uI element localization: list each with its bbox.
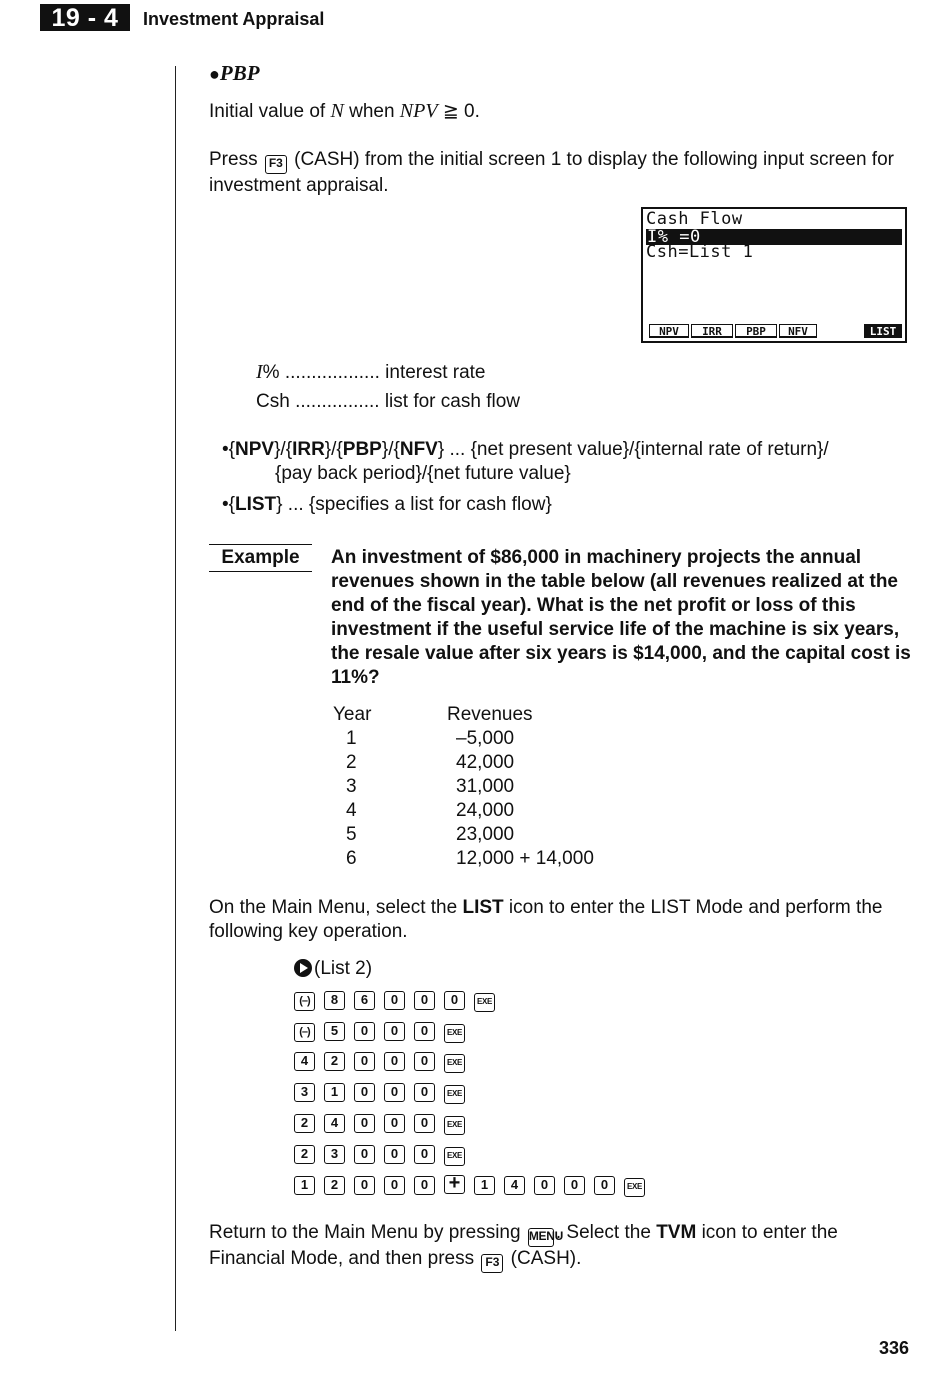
- key-row: [294, 1081, 474, 1105]
- digit-key-icon: 4: [504, 1176, 525, 1195]
- table-row: [333, 847, 594, 871]
- b1-irr: IRR: [292, 439, 325, 460]
- key-row: [294, 1112, 474, 1136]
- def-text: Initial value of: [209, 101, 331, 122]
- digit-key-icon: 0: [384, 1145, 405, 1164]
- plus-key-icon: +: [444, 1175, 465, 1194]
- b1-nfv: NFV: [399, 439, 438, 460]
- key-row: [294, 1020, 474, 1044]
- ret-text-4: Financial Mode, and then press: [209, 1248, 480, 1269]
- def-text-mid: when: [343, 101, 400, 122]
- table-cell-revenue: 31,000: [456, 776, 515, 797]
- key-row: [294, 1143, 474, 1167]
- table-cell-revenue: 42,000: [456, 752, 515, 773]
- main-menu-paragraph: [209, 896, 929, 944]
- b1-prefix: •{: [222, 439, 235, 460]
- digit-key-icon: 0: [354, 1176, 375, 1195]
- digit-key-icon: 1: [294, 1176, 315, 1195]
- example-label: Example: [209, 544, 312, 572]
- digit-key-icon: 0: [414, 1052, 435, 1071]
- digit-key-icon: 0: [414, 1145, 435, 1164]
- bullet-fkeys-line2: {pay back period}/{net future value}: [275, 463, 571, 484]
- param-csh-name: Csh: [256, 391, 290, 412]
- pbp-heading: [209, 61, 260, 86]
- margin-rule: [175, 66, 176, 1331]
- table-cell-year: 1: [346, 728, 357, 749]
- digit-key-icon: 0: [564, 1176, 585, 1195]
- bullet-icon: ●: [209, 64, 220, 84]
- table-row: [333, 799, 594, 823]
- fkey-list: LIST: [864, 324, 902, 338]
- exe-key-icon: EXE: [444, 1116, 465, 1135]
- calculator-screen: [641, 207, 907, 343]
- bullet-list: [222, 493, 552, 517]
- digit-key-icon: 3: [294, 1083, 315, 1102]
- param-csh-desc: list for cash flow: [379, 391, 520, 412]
- digit-key-icon: 1: [324, 1083, 345, 1102]
- fkey-npv: NPV: [649, 324, 689, 338]
- digit-key-icon: 0: [414, 991, 435, 1010]
- digit-key-icon: 0: [414, 1114, 435, 1133]
- table-cell-year: 4: [346, 800, 357, 821]
- screen-line-3: Csh=List 1: [646, 242, 754, 262]
- key-row: [294, 1174, 654, 1198]
- digit-key-icon: 5: [324, 1022, 345, 1041]
- key-row: [294, 1050, 474, 1074]
- revenue-table: [333, 703, 594, 871]
- digit-key-icon: 0: [384, 1114, 405, 1133]
- ret-text-2: . Select the: [555, 1222, 657, 1243]
- digit-key-icon: 6: [354, 991, 375, 1010]
- exe-key-icon: EXE: [474, 993, 495, 1012]
- digit-key-icon: 0: [414, 1083, 435, 1102]
- digit-key-icon: 0: [534, 1176, 555, 1195]
- mm-text-3: following key operation.: [209, 921, 408, 942]
- digit-key-icon: 0: [384, 1022, 405, 1041]
- table-row: [333, 823, 594, 847]
- intro-text: Press: [209, 149, 263, 170]
- digit-key-icon: 0: [354, 1145, 375, 1164]
- table-header-year: Year: [333, 704, 372, 725]
- digit-key-icon: 0: [354, 1022, 375, 1041]
- table-cell-year: 3: [346, 776, 357, 797]
- b1-pbp: PBP: [342, 439, 382, 460]
- exe-key-icon: EXE: [444, 1054, 465, 1073]
- param-csh-dots: ................: [289, 391, 380, 412]
- f3-key-icon: F3: [265, 155, 287, 174]
- digit-key-icon: 0: [384, 991, 405, 1010]
- table-cell-year: 6: [346, 848, 357, 869]
- digit-key-icon: 4: [294, 1052, 315, 1071]
- digit-key-icon: 2: [324, 1176, 345, 1195]
- intro-paragraph: [209, 148, 929, 198]
- bullet-fkeys: •{NPV}/{IRR}/{PBP}/{NFV} ... {net present value}/{internal rate of return}/: [222, 439, 829, 460]
- return-paragraph: [209, 1221, 929, 1273]
- b2-rest: } ... {specifies a list for cash flow}: [276, 494, 552, 515]
- digit-key-icon: 0: [354, 1114, 375, 1133]
- digit-key-icon: 0: [354, 1052, 375, 1071]
- digit-key-icon: 0: [414, 1022, 435, 1041]
- digit-key-icon: 0: [594, 1176, 615, 1195]
- table-cell-year: 5: [346, 824, 357, 845]
- b1-rest: } ... {net present value}/{internal rate of return}/: [437, 439, 829, 460]
- table-cell-revenue: 24,000: [456, 800, 515, 821]
- table-header-revenues: Revenues: [447, 704, 533, 725]
- digit-key-icon: 0: [384, 1083, 405, 1102]
- mm-list-bold: LIST: [462, 897, 504, 918]
- list2-label: (List 2): [314, 958, 373, 979]
- table-cell-revenue: 23,000: [456, 824, 515, 845]
- fkey-nfv: NFV: [779, 324, 817, 338]
- pbp-definition: [209, 99, 480, 124]
- digit-key-icon: 0: [354, 1083, 375, 1102]
- function-key-bar: [649, 324, 903, 340]
- digit-key-icon: 2: [324, 1052, 345, 1071]
- table-header-row: [333, 703, 594, 727]
- screen-line-1: Cash Flow: [646, 209, 743, 229]
- var-npv: NPV: [399, 100, 438, 122]
- param-i-name: I: [256, 361, 263, 383]
- digit-key-icon: 1: [474, 1176, 495, 1195]
- param-i-desc: interest rate: [379, 362, 486, 383]
- intro-text-3: investment appraisal.: [209, 175, 389, 196]
- negative-key-icon: (–): [294, 992, 315, 1011]
- param-i-suffix: %: [262, 362, 280, 383]
- mm-text: On the Main Menu, select the: [209, 897, 463, 918]
- table-row: [333, 727, 594, 751]
- b2-prefix: •{: [222, 494, 235, 515]
- digit-key-icon: 0: [384, 1052, 405, 1071]
- exe-key-icon: EXE: [444, 1024, 465, 1043]
- negative-key-icon: (–): [294, 1023, 315, 1042]
- mm-text-2: icon to enter the LIST Mode and perform the: [503, 897, 883, 918]
- digit-key-icon: 0: [414, 1176, 435, 1195]
- def-text-suffix: ≧ 0.: [437, 101, 480, 122]
- digit-key-icon: 3: [324, 1145, 345, 1164]
- b1-npv: NPV: [235, 439, 275, 460]
- section-number: 19 - 4: [40, 4, 130, 31]
- exe-key-icon: EXE: [444, 1085, 465, 1104]
- digit-key-icon: 0: [384, 1176, 405, 1195]
- ret-text-5: (CASH).: [505, 1248, 582, 1269]
- table-cell-revenue: –5,000: [456, 728, 515, 749]
- list2-step: [294, 957, 372, 981]
- example-text: An investment of $86,000 in machinery projects the annual revenues shown in the table below (all revenues realized at the end of the fiscal year). What is the net profit or loss of this investment if the useful service life of the machine is six years, the resale value after six years is $14,000, and the capital cost is 11%?: [331, 547, 911, 688]
- fkey-pbp: PBP: [735, 324, 777, 338]
- param-i-dots: ..................: [279, 362, 380, 383]
- menu-key-icon: MENU: [528, 1228, 554, 1247]
- intro-text-2: (CASH) from the initial screen 1 to display the following input screen for: [288, 149, 894, 170]
- table-cell-revenue: 12,000 + 14,000: [456, 848, 594, 869]
- ret-text: Return to the Main Menu by pressing: [209, 1222, 526, 1243]
- key-row: [294, 989, 504, 1013]
- var-n: N: [330, 100, 344, 122]
- cursor-right-icon: [294, 959, 312, 977]
- table-row: [333, 775, 594, 799]
- ret-tvm-bold: TVM: [656, 1222, 697, 1243]
- b2-list: LIST: [235, 494, 277, 515]
- exe-key-icon: EXE: [444, 1147, 465, 1166]
- pbp-heading-text: PBP: [219, 61, 260, 85]
- section-title: Investment Appraisal: [143, 9, 325, 29]
- page-number: 336: [878, 1338, 909, 1358]
- digit-key-icon: 8: [324, 991, 345, 1010]
- digit-key-icon: 0: [444, 991, 465, 1010]
- screen-line-2: I% =0: [647, 227, 701, 247]
- ret-text-3: icon to enter the: [696, 1222, 838, 1243]
- table-cell-year: 2: [346, 752, 357, 773]
- param-i: [256, 360, 486, 385]
- fkey-irr: IRR: [691, 324, 733, 338]
- f3-key-icon: F3: [481, 1254, 503, 1273]
- digit-key-icon: 2: [294, 1114, 315, 1133]
- exe-key-icon: EXE: [624, 1178, 645, 1197]
- digit-key-icon: 2: [294, 1145, 315, 1164]
- param-csh: [256, 390, 520, 414]
- table-row: [333, 751, 594, 775]
- digit-key-icon: 4: [324, 1114, 345, 1133]
